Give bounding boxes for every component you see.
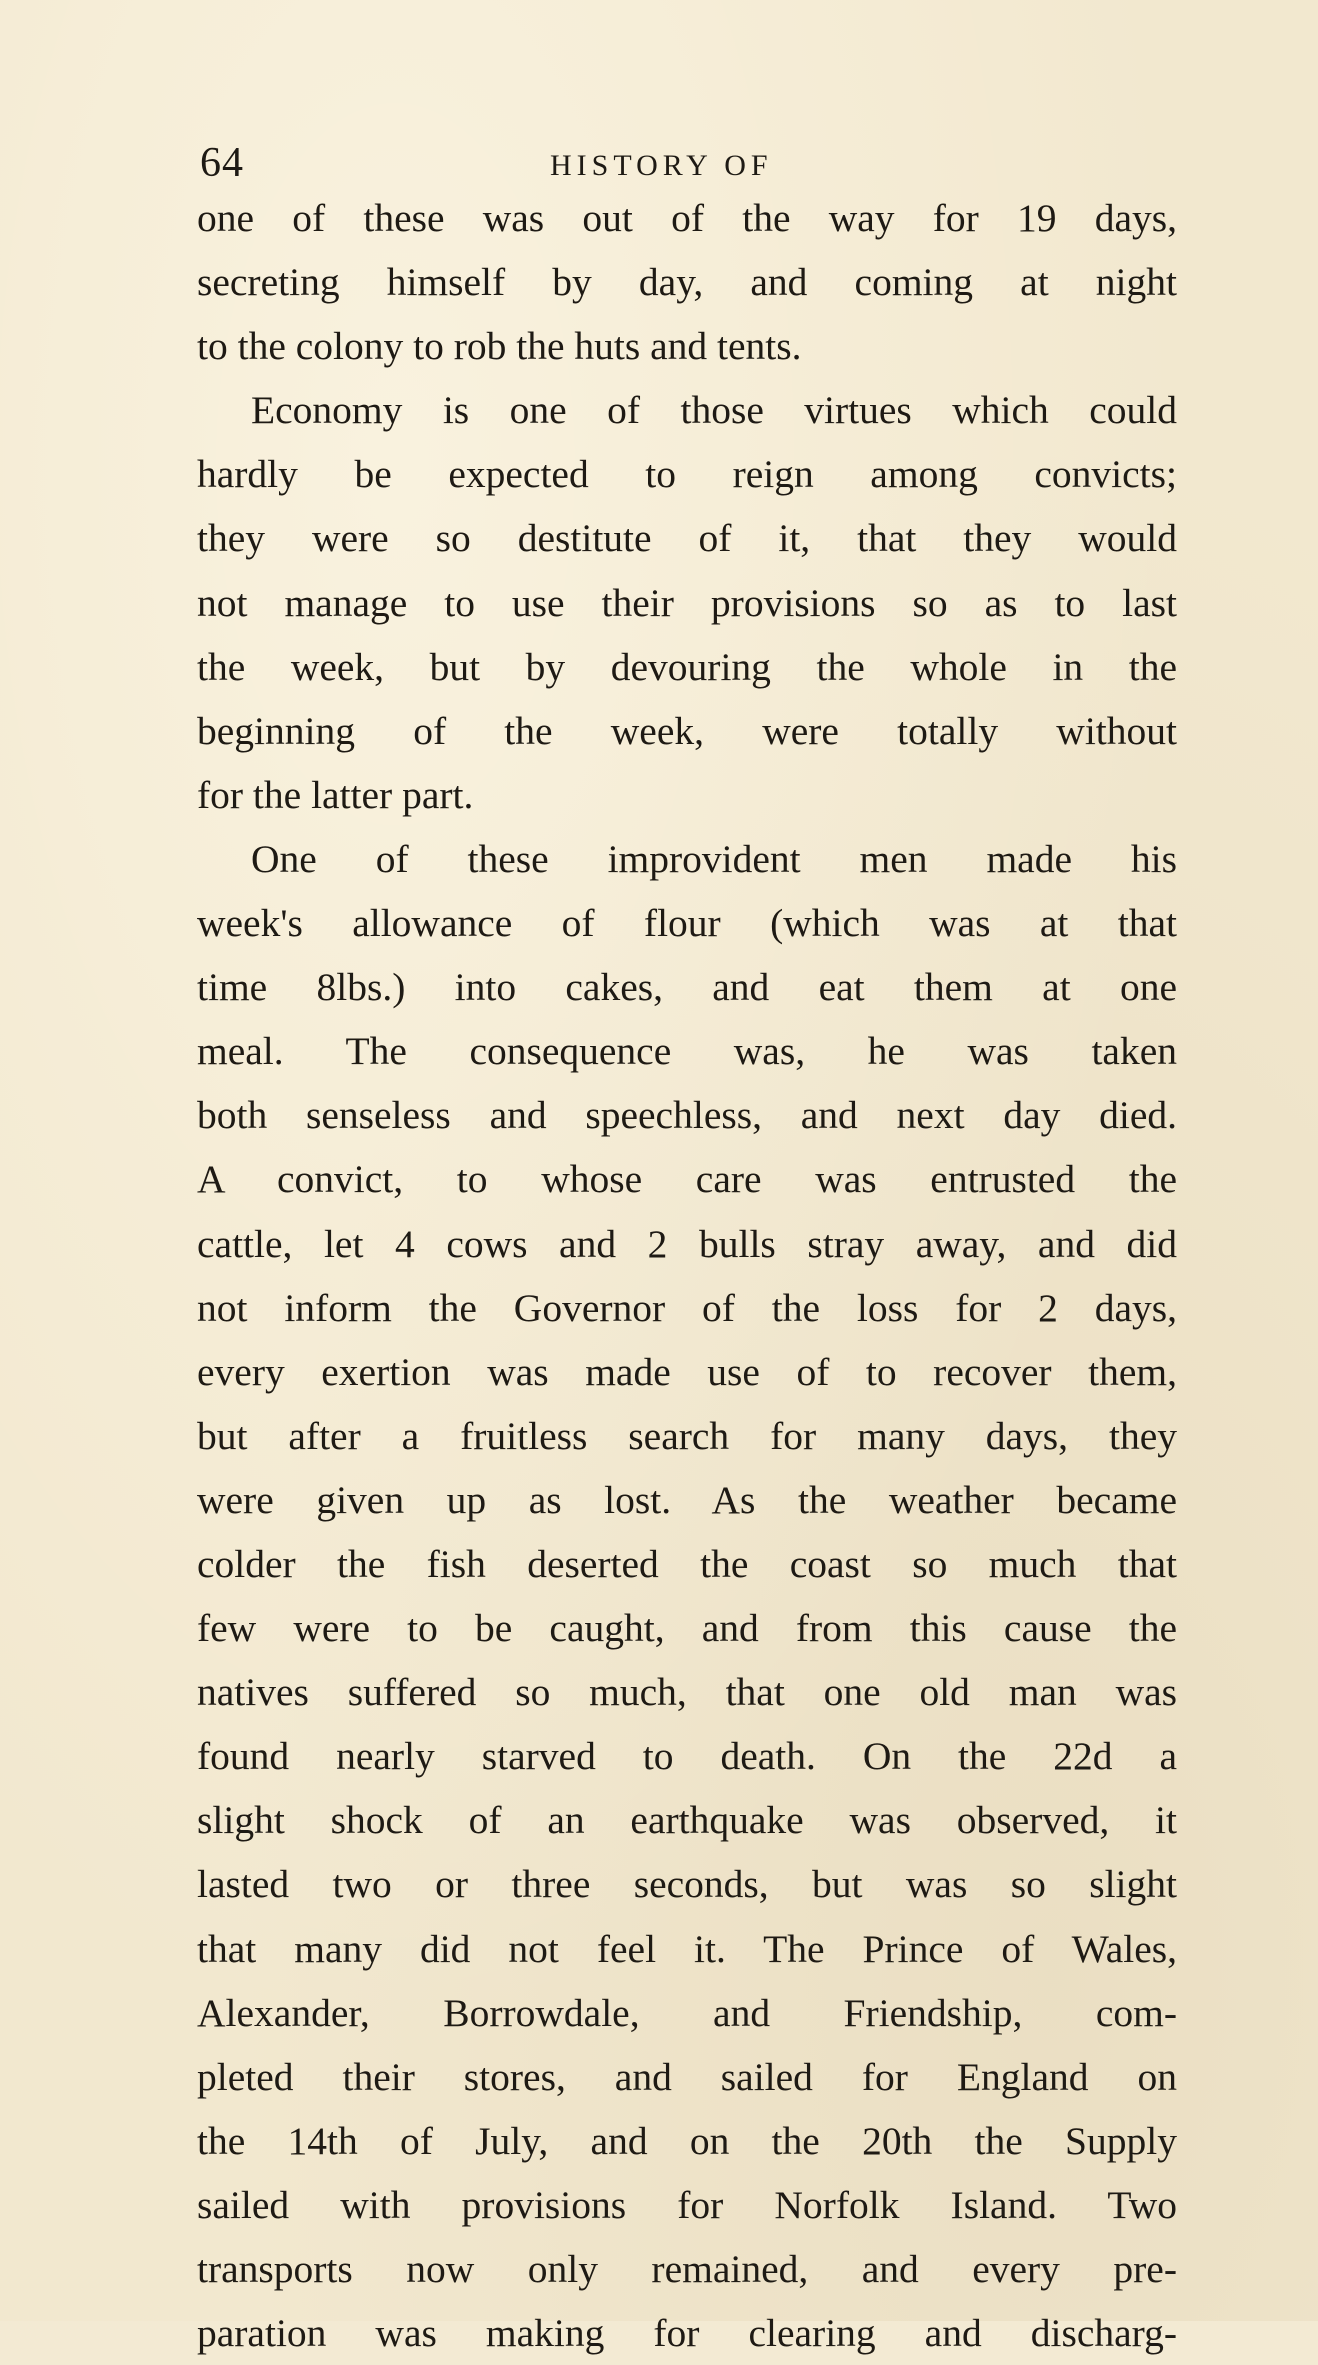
text-line: lasted two or three seconds, but was so slight	[197, 1862, 1177, 1907]
running-head: HISTORY OF	[550, 149, 773, 182]
page-number: 64	[200, 140, 244, 186]
text-line: natives suffered so much, that one old man was	[197, 1670, 1177, 1715]
text-line: One of these improvident men made his	[251, 836, 1177, 881]
text-line: both senseless and speechless, and next day died.	[197, 1093, 1177, 1138]
text-line: week's allowance of flour (which was at that	[197, 901, 1177, 946]
text-line: transports now only remained, and every pre-	[197, 2247, 1177, 2291]
text-line: were given up as lost. As the weather became	[197, 1477, 1177, 1522]
text-line: found nearly starved to death. On the 22d a	[197, 1734, 1177, 1779]
text-line: sailed with provisions for Norfolk Island. Two	[197, 2182, 1177, 2227]
text-line: meal. The consequence was, he was taken	[197, 1029, 1177, 1074]
text-line: for the latter part.	[197, 772, 474, 817]
text-line: beginning of the week, were totally without	[197, 708, 1177, 753]
body-text	[197, 186, 1177, 2365]
text-line: slight shock of an earthquake was observed, it	[197, 1798, 1177, 1843]
text-line: paration was making for clearing and discharg-	[197, 2311, 1177, 2356]
text-line: colder the fish deserted the coast so much that	[197, 1541, 1177, 1586]
text-line: time 8lbs.) into cakes, and eat them at one	[197, 965, 1177, 1010]
text-line: few were to be caught, and from this cause the	[197, 1606, 1177, 1651]
text-line: every exertion was made use of to recover them,	[197, 1349, 1177, 1394]
text-line: cattle, let 4 cows and 2 bulls stray away, and did	[197, 1221, 1177, 1266]
text-line: not manage to use their provisions so as to last	[197, 580, 1177, 625]
text-line: the week, but by devouring the whole in the	[197, 644, 1177, 689]
text-line: the 14th of July, and on the 20th the Supply	[197, 2118, 1177, 2163]
text-line: pleted their stores, and sailed for England on	[197, 2054, 1177, 2099]
text-line: Alexander, Borrowdale, and Friendship, com-	[197, 1990, 1177, 2035]
text-line: Economy is one of those virtues which could	[251, 388, 1177, 433]
text-line: they were so destitute of it, that they would	[197, 516, 1177, 561]
text-line: but after a fruitless search for many days, they	[197, 1413, 1177, 1458]
text-line: hardly be expected to reign among convicts;	[197, 452, 1177, 497]
text-line: not inform the Governor of the loss for 2 days,	[197, 1285, 1177, 1330]
text-line: secreting himself by day, and coming at night	[197, 260, 1177, 305]
text-line: one of these was out of the way for 19 days,	[197, 196, 1177, 240]
text-line: that many did not feel it. The Prince of Wales,	[197, 1926, 1177, 1971]
text-line: A convict, to whose care was entrusted the	[197, 1157, 1177, 1202]
text-line: to the colony to rob the huts and tents.	[197, 324, 802, 369]
